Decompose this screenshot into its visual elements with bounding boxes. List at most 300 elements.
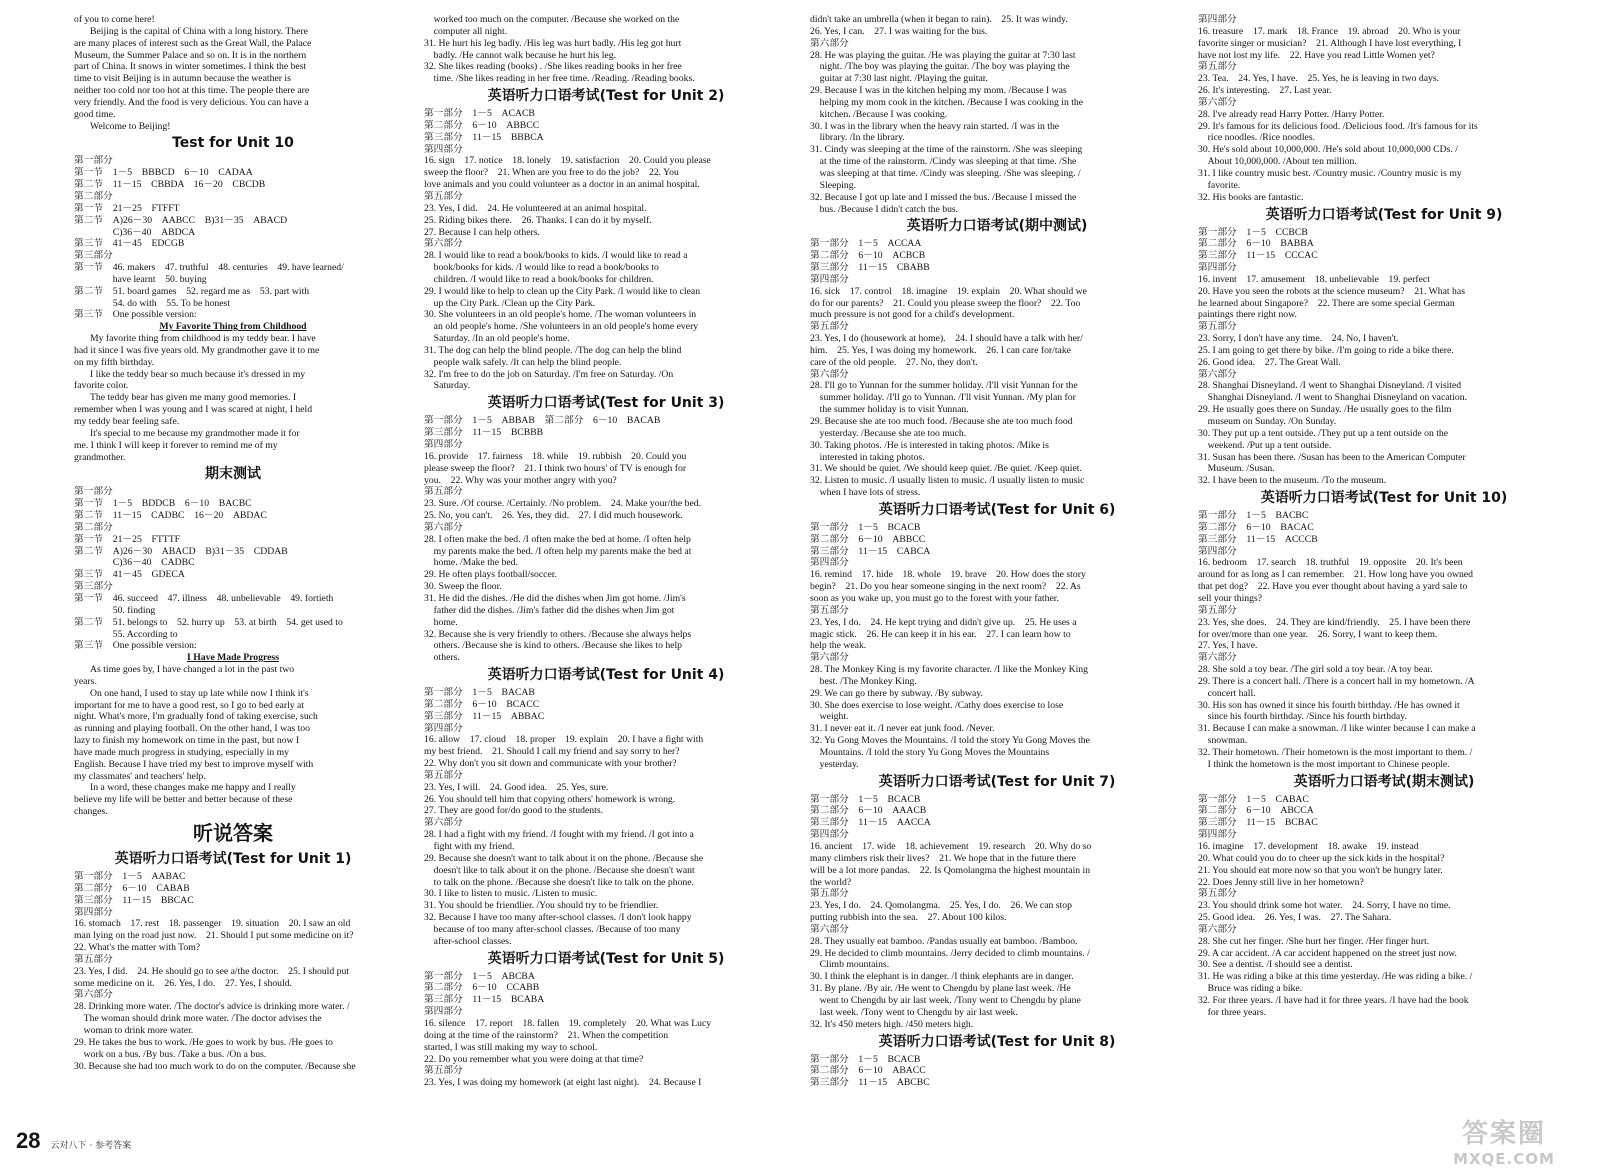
answer-line: 第五部分 — [424, 769, 463, 781]
answer-line: 第二部分 6－10 ABACC — [810, 1065, 926, 1077]
answer-line: him. 25. Yes, I was doing my homework. 26. I can care for/take — [810, 344, 1071, 356]
answer-line: on my fifth birthday. — [74, 356, 155, 368]
answer-line: 第三节 One possible version: — [74, 640, 197, 652]
answer-line: my classmates' and teachers' help. — [74, 770, 206, 782]
answer-line: putting rubbish into the sea. 27. About 100 kilos. — [810, 912, 1007, 924]
answer-line: 30. I was in the library when the heavy rain started. /I was in the — [810, 120, 1060, 132]
answer-line: 第一部分 — [74, 155, 113, 167]
answer-line: 28. I've already read Harry Potter. /Harry Potter. — [1198, 108, 1385, 120]
answer-line: 30. I like to listen to music. /Listen to music. — [424, 888, 598, 900]
paragraph-line: In a word, these changes make me happy and I really — [90, 782, 296, 794]
answer-line: remember when I was young and I was scared at night, I held — [74, 404, 313, 416]
answer-line: 第一节 1－5 BBBCD 6－10 CADAA — [74, 167, 253, 179]
watermark-en: MXQE.COM — [1453, 1150, 1555, 1168]
answer-line: some medicine on it. 26. Yes, I do. 27. Yes, I should. — [74, 977, 292, 989]
answer-line: paintings there right now. — [1198, 309, 1297, 321]
column-1 — [74, 14, 392, 1132]
answer-line: around for as long as I can remember. 21. How long have you owned — [1198, 569, 1473, 581]
answer-line: favorite color. — [74, 380, 129, 392]
answer-line: 27. They are good for/do good to the students. — [424, 805, 604, 817]
answer-line: 22. Does Jenny still live in her hometown? — [1198, 876, 1364, 888]
answer-line: 31. He hurt his leg badly. /His leg was hurt badly. /His leg got hurt — [424, 37, 682, 49]
answer-line: 第三部分 11－15 ACCCB — [1198, 533, 1318, 545]
answer-line: 30. She does exercise to lose weight. /Cathy does exercise to lose — [810, 699, 1064, 711]
answer-line: many climbers risk their lives? 21. We hope that in the future there — [810, 852, 1076, 864]
answer-line: 第六部分 — [424, 817, 463, 829]
answer-line: 第二部分 — [74, 521, 113, 533]
answer-line: 29. It's famous for its delicious food. /Delicious food. /It's famous for its — [1198, 120, 1478, 132]
section-heading: 英语听力口语考试(Test for Unit 8) — [878, 1033, 1116, 1050]
column-4 — [1198, 14, 1570, 1132]
answer-line: badly. /He cannot walk because he hurt his leg. — [424, 49, 616, 61]
answer-line: 第四部分 — [424, 1006, 463, 1018]
answer-line: he learned about Singapore? 22. There are some special German — [1198, 297, 1455, 309]
answer-line: have made much progress in studying, especially in my — [74, 746, 289, 758]
answer-line: concert hall. — [1198, 687, 1256, 699]
answer-line: time. /She likes reading in her free time. /Reading. /Reading books. — [424, 73, 695, 85]
answer-line: work on a bus. /By bus. /Take a bus. /On a bus. — [74, 1048, 267, 1060]
answer-line: 50. finding — [74, 604, 156, 616]
answer-line: 第三部分 11－15 CCCAC — [1198, 250, 1318, 262]
answer-line: 第六部分 — [424, 238, 463, 250]
answer-line: soon as you wake up, you must go to the forest with your father. — [810, 592, 1059, 604]
answer-line: 30. Because she had too much work to do on the computer. /Because she — [74, 1060, 356, 1072]
answer-line: will be a lot more pandas. 22. Is Qomolangma the highest mountain in — [810, 864, 1091, 876]
answer-line: 30. Sweep the floor. — [424, 581, 502, 593]
answer-line: 第一部分 1－5 CCBCB — [1198, 226, 1308, 238]
answer-line: Climb mountains. — [810, 959, 890, 971]
section-heading: 英语听力口语考试(Test for Unit 1) — [114, 851, 352, 867]
answer-line: very friendly. And the food is very delicious. You can have a — [74, 96, 309, 108]
answer-line: 16. treasure 17. mark 18. France 19. abroad 20. Who is your — [1198, 25, 1461, 37]
answer-line: 16. bedroom 17. search 18. truthful 19. opposite 20. It's been — [1198, 557, 1463, 569]
answer-line: 第二节 11－15 CBBDA 16－20 CBCDB — [74, 179, 266, 191]
answer-line: worked too much on the computer. /Because she worked on the — [424, 14, 680, 25]
answer-line: weekend. /Put up a tent outside. — [1198, 439, 1332, 451]
answer-line: Saturday. /In an old people's home. — [424, 333, 570, 345]
answer-line: my teddy bear feeling safe. — [74, 416, 180, 427]
answer-line: 29. We can go there by subway. /By subway. — [810, 687, 983, 699]
watermark-cn: 答案圈 — [1461, 1119, 1546, 1149]
paragraph-line: It's special to me because my grandmother made it for — [90, 427, 300, 439]
answer-line: 22. Why don't you sit down and communicate with your brother? — [424, 758, 677, 770]
answer-line: 32. Listen to music. /I usually listen to music. /I usually listen to music — [810, 475, 1085, 487]
answer-line: 26. Good idea. 27. The Great Wall. — [1198, 356, 1341, 368]
answer-line: 28. I would like to read a book/books to kids. /I would like to read a — [424, 250, 688, 262]
answer-line: 第一节 21－25 FTTTF — [74, 533, 181, 545]
answer-line: 第六部分 — [1198, 923, 1237, 935]
column-3 — [810, 14, 1184, 1132]
answer-line: 31. You should be friendlier. /You should try to be friendlier. — [424, 900, 659, 912]
answer-line: 第二节 51. board games 52. regard me as 53. part with — [74, 285, 310, 297]
answer-line: 23. Yes, I did. 24. He volunteered at an animal hospital. — [424, 202, 647, 214]
answer-line: 29. Because I was in the kitchen helping my mom. /Because I was — [810, 85, 1067, 97]
answer-line: have not lost my life. 22. Have you read Little Women yet? — [1198, 49, 1435, 61]
answer-line: 31. I like country music best. /Country music. /Country music is my — [1198, 167, 1462, 179]
answer-line: 32. His books are fantastic. — [1198, 191, 1304, 203]
page-footer — [16, 1128, 131, 1154]
answer-line: others. — [424, 652, 460, 664]
answer-line: book/books for kids. /I would like to read a book/books to — [424, 262, 659, 274]
answer-line: 第一部分 1－5 ACACB — [424, 108, 535, 120]
answer-line: important for me to have a good rest, so I go to bed early at — [74, 699, 305, 711]
answer-line: snowman. — [1198, 735, 1248, 747]
answer-line: yesterday. — [810, 758, 859, 770]
answer-line: because of too many after-school classes. /Because of too many — [424, 923, 681, 935]
answer-line: 22. What's the matter with Tom? — [74, 942, 201, 954]
answer-line: 第四部分 — [424, 143, 463, 155]
answer-line: favorite singer or musician? 21. Although I have lost everything, I — [1198, 37, 1462, 49]
section-heading: Test for Unit 10 — [172, 135, 294, 152]
answer-line: 第五部分 — [810, 604, 849, 616]
answer-line: have learnt 50. buying — [74, 273, 207, 285]
answer-line: 第一部分 1－5 BCACB — [810, 793, 921, 805]
answer-line: 23. Yes, she does. 24. They are kind/friendly. 25. I have been there — [1198, 616, 1471, 628]
answer-line: 23. Yes, I did. 24. He should go to see a/the doctor. 25. I should put — [74, 965, 349, 977]
answer-line: 第三部分 11－15 CABCA — [810, 545, 931, 557]
answer-line: 第二部分 6－10 ACBCB — [810, 250, 926, 262]
section-heading: 期末测试 — [205, 466, 261, 483]
answer-line: 29. A car accident. /A car accident happened on the street just now. — [1198, 947, 1457, 959]
answer-line: night. What's more, I'm gradually fond of taking exercise, such — [74, 711, 318, 723]
answer-line: best. /The Monkey King. — [810, 675, 917, 687]
answer-line: you. 22. Why was your mother angry with you? — [424, 474, 617, 486]
answer-line: was sleeping at that time. /Cindy was sleeping. /She was sleeping. / — [810, 167, 1081, 179]
answer-line: 第六部分 — [1198, 368, 1237, 380]
answer-line: 27. Because I can help others. — [424, 226, 540, 238]
answer-line: of you to come here! — [74, 14, 155, 25]
section-heading: 英语听力口语考试(Test for Unit 7) — [878, 773, 1116, 790]
answer-line: 第二部分 6－10 BCACC — [424, 698, 540, 710]
answer-line: 32. Yu Gong Moves the Mountains. /I told the story Yu Gong Moves the — [810, 735, 1090, 747]
answer-line: Mountains. /I told the story Yu Gong Moves the Mountains — [810, 746, 1050, 758]
answer-line: 23. Yes, I do. 24. He kept trying and didn't give up. 25. He uses a — [810, 616, 1077, 628]
answer-line: 16. allow 17. cloud 18. proper 19. explain 20. I have a fight with — [424, 734, 704, 746]
answer-line: 25. I am going to get there by bike. /I'm going to ride a bike there. — [1198, 344, 1454, 356]
section-heading: 英语听力口语考试(Test for Unit 5) — [487, 950, 725, 967]
answer-line: 第五部分 — [810, 321, 849, 333]
answer-line: 30. His son has owned it since his fourth birthday. /He has owned it — [1198, 699, 1460, 711]
answer-line: my best friend. 21. Should I call my friend and say sorry to her? — [424, 746, 680, 758]
answer-line: 16. sick 17. control 18. imagine 19. explain 20. What should we — [810, 285, 1087, 297]
answer-line: grandmother. — [74, 451, 126, 463]
answer-line: guitar at 7:30 last night. /Playing the guitar. — [810, 73, 988, 85]
answer-line: 第三部分 11－15 CBABB — [810, 262, 930, 274]
answer-line: 29. He decided to climb mountains. /Jerry decided to climb mountains. / — [810, 947, 1090, 959]
answer-line: 第四部分 — [424, 439, 463, 450]
watermark-logo — [1420, 1118, 1588, 1172]
answer-line: home. /Make the bed. — [424, 557, 518, 569]
answer-line: as running and playing football. On the other hand, I was too — [74, 723, 310, 735]
answer-line: 第六部分 — [810, 652, 849, 664]
answer-line: 23. Tea. 24. Yes, I have. 25. Yes, he is leaving in two days. — [1198, 73, 1440, 85]
answer-line: begin? 21. Do you hear someone singing in the next room? 22. As — [810, 581, 1081, 593]
answer-line: that pet dog? 22. Have you ever thought about having a yard sale to — [1198, 581, 1468, 593]
answer-line: 第二部分 6－10 AAACB — [810, 805, 927, 817]
answer-line: the summer holiday is to visit Yunnan. — [810, 404, 969, 416]
answer-line: The woman should drink more water. /The doctor advises the — [74, 1013, 322, 1025]
answer-line: rice noodles. /Rice noodles. — [1198, 132, 1316, 144]
answer-line: after-school classes. — [424, 935, 512, 947]
answer-line: 第一部分 — [74, 486, 113, 498]
answer-line: 23. Sure. /Of course. /Certainly. /No problem. 24. Make your/the bed. — [424, 498, 702, 510]
answer-line: 第一部分 1－5 ACCAA — [810, 238, 922, 250]
answer-line: 32. Because she is very friendly to others. /Because she always helps — [424, 628, 692, 640]
answer-line: 第二部分 6－10 ABBCC — [424, 119, 540, 131]
answer-line: help the weak. — [810, 640, 867, 652]
answer-line: 30. They put up a tent outside. /They put up a tent outside on the — [1198, 427, 1449, 439]
answer-line: had it since I was five years old. My grandmother gave it to me — [74, 344, 320, 356]
answer-line: 29. I would like to help to clean up the City Park. /I would like to clean — [424, 285, 701, 297]
answer-line: 第二部分 6－10 CABAB — [74, 882, 190, 894]
answer-line: 22. Do you remember what you were doing at that time? — [424, 1053, 644, 1065]
answer-line: 第五部分 — [424, 1065, 463, 1077]
answer-line: 31. Cindy was sleeping at the time of the rainstorm. /She was sleeping — [810, 144, 1083, 156]
section-title: 听说答案 — [193, 821, 273, 845]
answer-line: 28. She sold a toy bear. /The girl sold a toy bear. /A toy bear. — [1198, 664, 1433, 676]
answer-line: magic stick. 26. He can keep it in his ear. 27. I can learn how to — [810, 628, 1071, 640]
answer-line: 第六部分 — [810, 368, 849, 380]
answer-line: changes. — [74, 806, 108, 818]
page-number: 28 — [16, 1128, 41, 1153]
answer-line: others. /Because she is kind to others. /Because she likes to help — [424, 640, 683, 652]
answer-line: 16. remind 17. hide 18. whole 19. brave 20. How does the story — [810, 569, 1086, 581]
answer-line: 23. Yes, I do. 24. Qomolangma. 25. Yes, I do. 26. We can stop — [810, 900, 1072, 912]
answer-line: 第三节 One possible version: — [74, 309, 197, 321]
answer-line: 第三部分 — [74, 250, 113, 262]
answer-line: home. — [424, 616, 458, 628]
answer-line: believe my life will be better and better because of these — [74, 794, 293, 806]
answer-line: C)36－40 CADBC — [74, 557, 195, 569]
section-heading: 英语听力口语考试(Test for Unit 6) — [878, 501, 1116, 518]
answer-line: 28. The Monkey King is my favorite character. /I like the Monkey King — [810, 664, 1088, 676]
answer-line: lazy to finish my homework on time in the past, but now I — [74, 735, 300, 747]
answer-line: 第三部分 11－15 AACCA — [810, 817, 931, 829]
column-2 — [424, 14, 788, 1132]
answer-line: 第二部分 6－10 ABCCA — [1198, 805, 1314, 817]
answer-line: summer holiday. /I'll go to Yunnan. /I'll visit Yunnan. /My plan for — [810, 392, 1076, 404]
answer-line: About 10,000,000. /About ten million. — [1198, 156, 1357, 168]
answer-line: Saturday. — [424, 380, 470, 392]
answer-line: 16. provide 17. fairness 18. while 19. rubbish 20. Could you — [424, 450, 687, 462]
answer-line: 28. Drinking more water. /The doctor's advice is drinking more water. / — [74, 1001, 350, 1013]
answer-line: 29. There is a concert hall. /There is a concert hall in my hometown. /A — [1198, 675, 1475, 687]
answer-line: Museum, the Summer Palace and so on. It is in the northern — [74, 49, 307, 61]
answer-line: Bruce was riding a bike. — [1198, 983, 1303, 995]
answer-line: 第二节 A)26－30 AABCC B)31－35 ABACD — [74, 214, 288, 226]
answer-line: 第五部分 — [810, 888, 849, 900]
answer-line: at the time of the rainstorm. /Cindy was sleeping at that time. /She — [810, 156, 1077, 168]
answer-line: 第四部分 — [1198, 829, 1237, 841]
answer-line: 23. Yes, I was doing my homework (at eight last night). 24. Because I — [424, 1077, 702, 1089]
answer-line: for three years. — [1198, 1006, 1267, 1018]
answer-line: 16. sign 17. notice 18. lonely 19. satisfaction 20. Could you please — [424, 155, 711, 167]
answer-line: 25. Riding bikes there. 26. Thanks. I can do it by myself. — [424, 214, 652, 226]
answer-line: 第一部分 1－5 BCACB — [810, 521, 921, 533]
answer-line: 31. I never eat it. /I never eat junk food. /Never. — [810, 723, 995, 735]
answer-line: started, I was still making my way to school. — [424, 1041, 598, 1053]
answer-line: 23. Sorry, I don't have any time. 24. No, I haven't. — [1198, 333, 1399, 345]
answer-line: 32. I have been to the museum. /To the museum. — [1198, 475, 1387, 487]
answer-line: 32. I'm free to do the job on Saturday. /I'm free on Saturday. /On — [424, 368, 674, 380]
answer-line: 第三部分 11－15 ABCBC — [810, 1077, 930, 1089]
answer-line: 第六部分 — [810, 37, 849, 49]
answer-line: 第六部分 — [1198, 96, 1237, 108]
answer-line: 32. She likes reading (books) . /She likes reading books in her free — [424, 61, 682, 73]
answer-line: care of the old people. 27. No, they don't. — [810, 356, 978, 368]
answer-line: 第二部分 6－10 CCABB — [424, 982, 540, 994]
section-heading: 英语听力口语考试(Test for Unit 9) — [1265, 206, 1503, 223]
answer-line: 第四部分 — [424, 722, 463, 734]
answer-line: Sleeping. — [810, 179, 857, 191]
answer-line: 32. For three years. /I have had it for three years. /I have had the book — [1198, 994, 1469, 1006]
answer-line: for over/more than one year. 26. Sorry, I want to keep them. — [1198, 628, 1438, 640]
answer-line: 第六部分 — [1198, 652, 1237, 664]
answer-line: 第二部分 6－10 ABBCC — [810, 533, 926, 545]
answer-line: 28. I had a fight with my friend. /I fought with my friend. /I got into a — [424, 829, 694, 841]
answer-line: interested in taking photos. — [810, 451, 925, 463]
answer-line: kitchen. /Because I was cooking. — [810, 108, 948, 120]
answer-line: up the City Park. /Clean up the City Park. — [424, 297, 596, 309]
essay-title: I Have Made Progress — [187, 652, 279, 664]
answer-line: 28. They usually eat bamboo. /Pandas usually eat bamboo. /Bamboo. — [810, 935, 1078, 947]
answer-line: 第二部分 6－10 BABBA — [1198, 238, 1314, 250]
answer-line: 20. What could you do to cheer up the sick kids in the hospital? — [1198, 852, 1445, 864]
answer-line: are many places of interest such as the Great Wall, the Palace — [74, 37, 312, 49]
answer-line: 第五部分 — [1198, 604, 1237, 616]
answer-line: 第四部分 — [810, 829, 849, 841]
answer-line: 第三部分 11－15 BBBCA — [424, 131, 544, 143]
essay-title: My Favorite Thing from Childhood — [159, 321, 307, 333]
answer-line: 23. You should drink some hot water. 24. Sorry, I have no time. — [1198, 900, 1451, 912]
answer-line: 31. We should be quiet. /We should keep quiet. /Be quiet. /Keep quiet. — [810, 463, 1082, 475]
answer-line: bus. /Because I didn't catch the bus. — [810, 203, 959, 215]
answer-line: 20. Have you seen the robots at the science museum? 21. What has — [1198, 285, 1465, 297]
answer-line: 第六部分 — [74, 989, 113, 1001]
answer-line: children. /I would like to read a book/books for children. — [424, 273, 654, 285]
answer-line: an old people's home. /She volunteers in an old people's home every — [424, 321, 699, 333]
answer-line: when I have lots of stress. — [810, 487, 921, 499]
answer-line: fight with my friend. — [424, 841, 515, 852]
answer-line: 16. ancient 17. wide 18. achievement 19. research 20. Why do so — [810, 841, 1092, 852]
answer-line: 31. Susan has been there. /Susan has been to the American Computer — [1198, 451, 1466, 463]
answer-line: library. /In the library. — [810, 132, 905, 144]
answer-line: 第二节 A)26－30 ABACD B)31－35 CDDAB — [74, 545, 288, 557]
paragraph-line: As time goes by, I have changed a lot in the past two — [90, 664, 295, 676]
answer-line: 26. You should tell him that copying others' homework is wrong. — [424, 793, 676, 805]
paragraph-line: I like the teddy bear so much because it's dressed in my — [90, 368, 306, 380]
answer-line: doing at the time of the rainstorm? 21. When the competition — [424, 1029, 669, 1041]
answer-line: 第一节 1－5 BDDCB 6－10 BACBC — [74, 498, 252, 510]
answer-line: part of China. It snows in winter sometimes. I think the best — [74, 61, 307, 73]
answer-line: 31. Because I can make a snowman. /I like winter because I can make a — [1198, 723, 1476, 735]
answer-line: last week. /Tony went to Chengdu by air last week. — [810, 1006, 1018, 1018]
answer-line: 第一节 46. succeed 47. illness 48. unbelievable 49. fortieth — [74, 592, 334, 604]
answer-line: 第二节 11－15 CADBC 16－20 ABDAC — [74, 510, 267, 522]
answer-line: 第四部分 — [74, 906, 113, 918]
answer-line: sweep the floor? 21. When are you free to do the job? 22. You — [424, 167, 679, 179]
answer-line: 28. I'll go to Yunnan for the summer holiday. /I'll visit Yunnan for the — [810, 380, 1078, 392]
answer-line: 第一部分 1－5 CABAC — [1198, 793, 1309, 805]
answer-line: 第一节 46. makers 47. truthful 48. centuries 49. have learned/ — [74, 262, 344, 274]
answer-line: museum on Sunday. /On Sunday. — [1198, 416, 1337, 427]
answer-line: 23. Yes, I do (housework at home). 24. I should have a talk with her/ — [810, 333, 1083, 345]
answer-line: 32. Because I got up late and I missed the bus. /Because I missed the — [810, 191, 1077, 203]
answer-line: please sweep the floor? 21. I think two hours' of TV is enough for — [424, 462, 687, 474]
paragraph-line: Beijing is the capital of China with a long history. There — [90, 25, 308, 37]
answer-line: do for our parents? 21. Could you please sweep the floor? 22. Too — [810, 297, 1081, 309]
answer-line: 第一部分 1－5 ABCBA — [424, 970, 535, 982]
answer-line: 第一部分 1－5 BCACB — [810, 1053, 921, 1065]
answer-line: 28. She cut her finger. /She hurt her finger. /Her finger hurt. — [1198, 935, 1430, 947]
paragraph-line: Welcome to Beijing! — [90, 120, 171, 132]
answer-line: my parents make the bed. /I often help my parents make the bed at — [424, 545, 692, 557]
answer-line: 第六部分 — [424, 521, 463, 533]
answer-line: didn't take an umbrella (when it began to rain). 25. It was windy. — [810, 14, 1068, 25]
answer-line: 第三部分 11－15 BCBBB — [424, 427, 544, 439]
answer-line: 23. Yes, I will. 24. Good idea. 25. Yes, sure. — [424, 781, 609, 793]
answer-line: 31. The dog can help the blind people. /The dog can help the blind — [424, 344, 682, 356]
answer-line: 第三部分 11－15 BCBAC — [1198, 817, 1318, 829]
answer-line: 第六部分 — [810, 923, 849, 935]
answer-line: love animals and you could volunteer as a doctor in an animal hospital. — [424, 179, 700, 191]
answer-line: since his fourth birthday. /Since his fourth birthday. — [1198, 711, 1407, 723]
answer-line: 第一部分 1－5 ABBAB 第二部分 6－10 BACAB — [424, 415, 661, 427]
answer-line: father did the dishes. /Jim's father did the dishes when Jim got — [424, 604, 675, 616]
section-heading: 英语听力口语考试(Test for Unit 3) — [487, 395, 725, 412]
answer-line: man lying on the road just now. 21. Should I put some medicine on it? — [74, 930, 354, 942]
answer-line: 31. By plane. /By air. /He went to Chengdu by plane last week. /He — [810, 983, 1071, 995]
paragraph-line: The teddy bear has given me many good memories. I — [90, 392, 297, 404]
answer-line: the world? — [810, 876, 852, 888]
answer-line: 第四部分 — [810, 557, 849, 569]
answer-line: 29. Because she ate too much food. /Because she ate too much food — [810, 416, 1073, 427]
answer-line: weight. — [810, 711, 849, 723]
section-heading: 英语听力口语考试(Test for Unit 2) — [487, 88, 725, 105]
answer-line: to talk on the phone. /Because she doesn't like to talk on the phone. — [424, 876, 694, 888]
answer-line: helping my mom cook in the kitchen. /Because I was cooking in the — [810, 96, 1084, 108]
answer-line: C)36－40 ABDCA — [74, 226, 196, 238]
answer-line: Shanghai Disneyland. /I went to Shanghai Disneyland on vacation. — [1198, 392, 1468, 404]
answer-line: 第二部分 6－10 BACAC — [1198, 521, 1314, 533]
answer-line: 26. Yes, I can. 27. I was waiting for the bus. — [810, 25, 988, 37]
answer-line: 第二节 51. belongs to 52. hurry up 53. at birth 54. get used to — [74, 616, 343, 628]
answer-line: 25. Good idea. 26. Yes, I was. 27. The Sahara. — [1198, 912, 1392, 924]
answer-line: 27. Yes, I have. — [1198, 640, 1258, 652]
answer-line: 16. invent 17. amusement 18. unbelievable 19. perfect — [1198, 273, 1430, 285]
answer-line: 第二部分 — [74, 190, 113, 202]
answer-line: 32. Because I have too many after-school classes. /I don't look happy — [424, 912, 692, 924]
answer-line: years. — [74, 675, 97, 687]
paragraph-line: On one hand, I used to stay up late while now I think it's — [90, 687, 309, 699]
answer-line: 31. He was riding a bike at this time yesterday. /He was riding a bike. / — [1198, 971, 1473, 983]
answer-line: 30. I think the elephant is in danger. /I think elephants are in danger. — [810, 971, 1074, 983]
answer-line: 55. According to — [74, 628, 178, 640]
answer-line: 第五部分 — [1198, 321, 1237, 333]
answer-line: sell your things? — [1198, 592, 1263, 604]
answer-line: Museum. /Susan. — [1198, 463, 1275, 475]
answer-line: 28. Shanghai Disneyland. /I went to Shanghai Disneyland. /I visited — [1198, 380, 1462, 392]
answer-line: doesn't like to talk about it on the phone. /Because she doesn't want — [424, 864, 695, 876]
answer-line: 第三部分 — [74, 581, 113, 593]
answer-line: 30. He's sold about 10,000,000. /He's sold about 10,000,000 CDs. / — [1198, 144, 1458, 156]
answer-line: time to visit Beijing is in autumn because the weather is — [74, 73, 291, 85]
answer-line: 第五部分 — [74, 953, 113, 965]
answer-line: 30. See a dentist. /I should see a dentist. — [1198, 959, 1353, 971]
answer-line: I think the hometown is the most important to Chinese people. — [1198, 758, 1450, 770]
answer-line: English. Because I have tried my best to improve myself with — [74, 758, 314, 770]
answer-line: 第五部分 — [1198, 61, 1237, 73]
